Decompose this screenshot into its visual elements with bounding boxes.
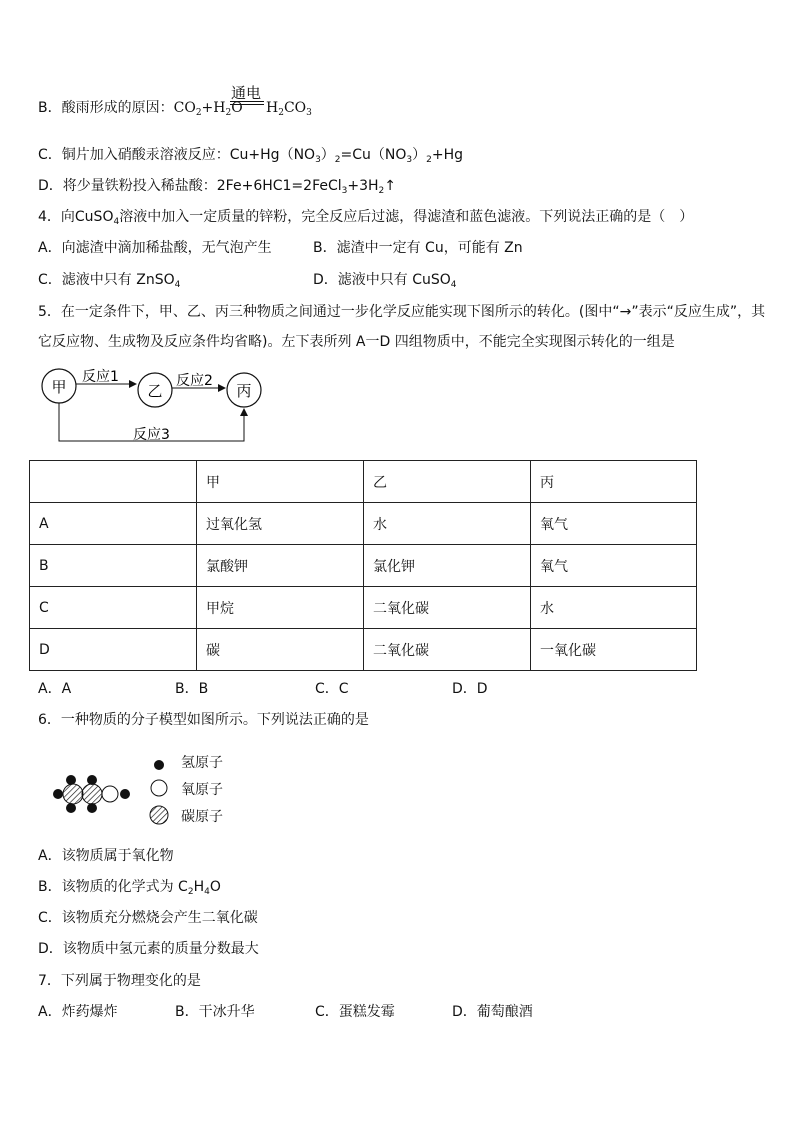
legend-carbon-label: 碳原子 [181, 809, 223, 825]
q4-stem: 4．向CuSO$_4$溶液中加入一定质量的锌粉，完全反应后过滤，得滤渣和蓝色滤液。下列说法正确的是（ ） [38, 209, 694, 227]
option-d-iron: D．将少量铁粉投入稀盐酸：$2Fe+6HC1=2FeCl_3+3H_2↑$ [38, 178, 397, 196]
q4-option-a: A．向滤渣中滴加稀盐酸，无气泡产生 [38, 240, 272, 256]
equals-bar-top [230, 101, 264, 102]
table-cell: 二氧化碳 [364, 587, 531, 629]
equals-bar-bottom [230, 104, 264, 105]
table-cell: 二氧化碳 [364, 629, 531, 671]
formula-co2: $CO_2+H_2O$ [173, 100, 243, 118]
q5-stem-line2: 它反应物、生成物及反应条件均省略)。左下表所列 A一D 四组物质中，不能完全实现图示转化的一组是 [38, 334, 675, 350]
hydrogen-atom [120, 789, 130, 799]
legend-oxygen-label: 氧原子 [181, 782, 223, 798]
q6-option-a: A．该物质属于氧化物 [38, 848, 174, 864]
table-cell: 氧气 [531, 545, 697, 587]
q5-option-d: D．D [452, 681, 488, 697]
q4-option-b: B．滤渣中一定有 Cu，可能有 Zn [313, 240, 523, 256]
option-b-acid-rain [38, 99, 243, 117]
q7-option-a: A．炸药爆炸 [38, 1004, 118, 1020]
q5-option-a: A．A [38, 681, 72, 697]
carbon-atom [63, 784, 83, 804]
table-cell: 水 [531, 587, 697, 629]
legend-oxygen-symbol [151, 780, 167, 796]
q4-option-c: C．滤液中只有 ZnSO$_4$ [38, 272, 181, 290]
node-yi-label: 乙 [147, 382, 163, 400]
table-header-cell [30, 461, 197, 503]
table-row [30, 587, 697, 629]
node-jia-label: 甲 [51, 378, 67, 396]
q7-option-b: B．干冰升华 [175, 1004, 255, 1020]
reaction-1-label: 反应1 [82, 369, 119, 385]
legend-carbon-symbol [150, 806, 168, 824]
q7-stem: 7．下列属于物理变化的是 [38, 973, 201, 989]
molecule-model [50, 760, 190, 830]
table-header-cell: 甲 [197, 461, 364, 503]
table-cell: 甲烷 [197, 587, 364, 629]
q5-substance-table [29, 460, 697, 671]
table-cell: 氯化钾 [364, 545, 531, 587]
reaction-condition: 通电 [231, 84, 262, 102]
table-row [30, 503, 697, 545]
q5-transformation-diagram [30, 360, 330, 450]
q7-option-c: C．蛋糕发霉 [315, 1004, 395, 1020]
table-row [30, 629, 697, 671]
formula-h2co3: $H_2CO_3$ [266, 100, 312, 118]
reaction-2-label: 反应2 [176, 373, 213, 389]
q4-option-d: D．滤液中只有 CuSO$_4$ [313, 272, 457, 290]
hydrogen-atom [66, 803, 76, 813]
table-cell: C [30, 587, 197, 629]
table-cell: 氧气 [531, 503, 697, 545]
carbon-atom [82, 784, 102, 804]
hydrogen-atom [53, 789, 63, 799]
option-c-copper: C．铜片加入硝酸汞溶液反应：$Cu+Hg(NO_3)_2=Cu(NO_3)_2+Hg$ [38, 147, 464, 165]
reaction-3-label: 反应3 [133, 427, 170, 443]
table-cell: 过氧化氢 [197, 503, 364, 545]
table-header-cell: 丙 [531, 461, 697, 503]
option-b-prefix: B．酸雨形成的原因： [38, 100, 174, 116]
table-cell: 水 [364, 503, 531, 545]
q6-option-c: C．该物质充分燃烧会产生二氧化碳 [38, 910, 258, 926]
table-cell: A [30, 503, 197, 545]
table-cell: 一氧化碳 [531, 629, 697, 671]
hydrogen-atom [66, 775, 76, 785]
q6-stem: 6．一种物质的分子模型如图所示。下列说法正确的是 [38, 712, 369, 728]
table-cell: 氯酸钾 [197, 545, 364, 587]
q5-option-b: B．B [175, 681, 209, 697]
table-cell: 碳 [197, 629, 364, 671]
table-row [30, 545, 697, 587]
table-header-row [30, 461, 697, 503]
legend-hydrogen-label: 氢原子 [181, 755, 223, 771]
table-cell: B [30, 545, 197, 587]
q7-option-d: D．葡萄酿酒 [452, 1004, 533, 1020]
table-header-cell: 乙 [364, 461, 531, 503]
q6-option-b: B．该物质的化学式为 $C_2H_4O$ [38, 879, 221, 897]
q5-option-c: C．C [315, 681, 349, 697]
oxygen-atom [102, 786, 118, 802]
node-bing-label: 丙 [236, 382, 252, 400]
q6-option-d: D．该物质中氢元素的质量分数最大 [38, 941, 259, 957]
legend-hydrogen-symbol [154, 760, 164, 770]
q5-stem-line1: 5．在一定条件下，甲、乙、丙三种物质之间通过一步化学反应能实现下图所示的转化。(图中“→”表示“反应生成”，其 [38, 304, 766, 320]
table-cell: D [30, 629, 197, 671]
